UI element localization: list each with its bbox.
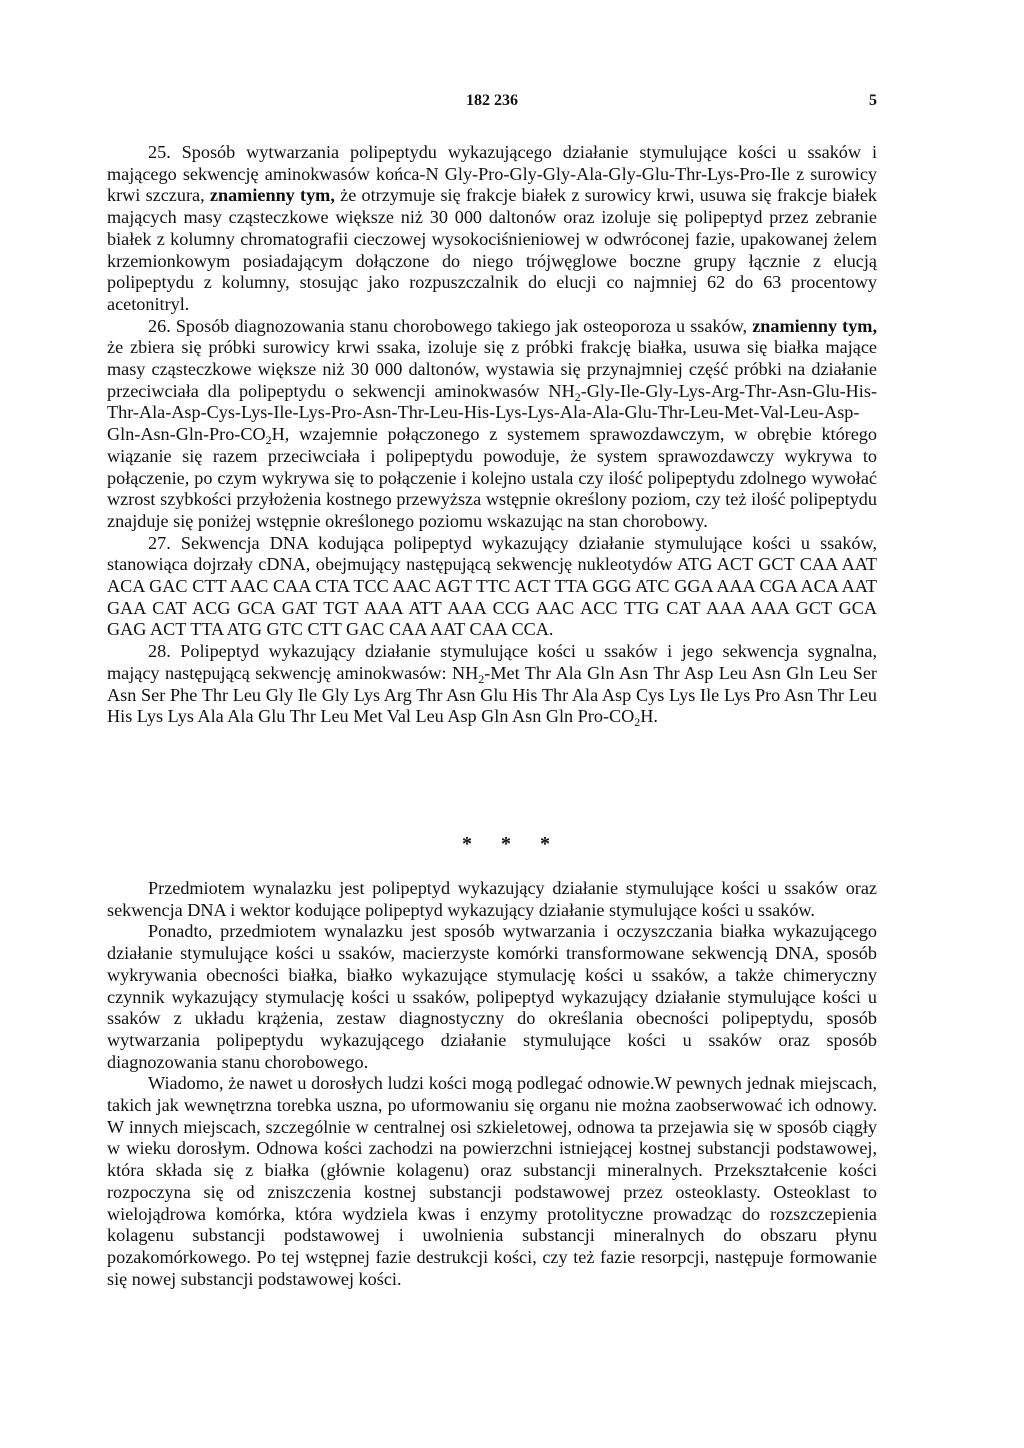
- claim-keyword: znamienny tym,: [209, 185, 335, 206]
- claims-section: [107, 142, 877, 728]
- claim-number: 26.: [148, 315, 171, 336]
- subscript: 2: [634, 715, 641, 730]
- claim-text: H.: [640, 706, 658, 727]
- claim-keyword: znamienny tym,: [752, 315, 877, 336]
- description-paragraph: Ponadto, przedmiotem wynalazku jest sposób wytwarzania i oczyszczania białka wykazującego działanie stymulujące kości u ssaków, macierzyste komórki transformowane sekwencją DNA, sposób wykrywania obecności białka, białko wykazujące stymulację kości u ssaków, a także chimeryczny czynnik wykazujący stymulację kości u ssaków, polipeptyd wykazujący działanie stymulujące kości u ssaków z układu krążenia, zestaw diagnostyczny do określania obecności polipeptydu, sposób wytwarzania polipeptydu wykazującego działanie stymulujące kości u ssaków oraz sposób diagnozowania stanu chorobowego.: [107, 921, 877, 1072]
- claim-text: -Met Thr Ala Gln Asn Thr Asp Leu Asn Gln Leu Ser Asn Ser Phe Thr Leu Gly Ile Gly Lys Arg Thr Asn Glu His Thr Ala Asp Cys Lys Ile Lys Pro Asn Thr Leu His Lys Lys Ala Ala Glu Thr Leu Met Val Leu Asp Gln Asn Gln Pro-CO: [107, 662, 877, 727]
- claim-28: [107, 641, 877, 728]
- claim-number: 25.: [148, 142, 171, 162]
- claim-text: Polipeptyd wykazujący działanie stymulujące kości u ssaków i jego sekwencja sygnalna, mający następującą sekwencję aminokwasów: NH: [107, 641, 878, 683]
- description-section: [107, 878, 877, 1290]
- subscript: 2: [478, 671, 485, 686]
- claim-number: 27.: [148, 532, 171, 553]
- claim-text: że zbiera się próbki surowicy krwi ssaka, izoluje się z próbki frakcję białka, usuwa się białka mające masy cząsteczkowe większe niż 30 000 daltonów, wystawia się przynajmniej część próbki na działanie przeciwciała dla polipeptydu o sekwencji aminokwasów NH: [107, 337, 877, 401]
- page-number: 5: [869, 92, 877, 109]
- claim-25: [107, 142, 877, 316]
- page-header: [107, 92, 877, 116]
- subscript: 2: [265, 433, 272, 448]
- claim-text: Sekwencja DNA kodująca polipeptyd wykazujący działanie stymulujące kości u ssaków, stanowiąca dojrzały cDNA, obejmujący następującą sekwencję nukleotydów ATG ACT GCT CAA AAT ACA GAC CTT AAC CAA CTA TCC AAC AGT TTC ACT TTA GGG ATC GGA AAA CGA ACA AAT GAA CAT ACG GCA GAT TGT AAA ATT AAA CCG AAC ACC TTG CAT AAA AAA GCT GCA GAG ACT TTA ATG GTC CTT GAC CAA AAT CAA CCA.: [107, 532, 878, 640]
- document-number: 182 236: [466, 92, 518, 109]
- claim-text: że otrzymuje się frakcje białek z surowicy krwi, usuwa się frakcje białek mających masy cząsteczkowe większe niż 30 000 daltonów oraz izoluje się polipeptyd przez zebranie białek z kolumny chromatografii cieczowej wysokociśnieniowej w odwróconej fazie, upakowanej żelem krzemionkowym posiadającym dołączone do niego trójwęglowe boczne grupy łącznie z elucją polipeptydu z kolumny, stosując jako rozpuszczalnik do elucji co najmniej 62 do 63 procentowy acetonitryl.: [107, 185, 877, 314]
- section-separator: * * *: [462, 833, 562, 855]
- subscript: 2: [574, 389, 581, 404]
- description-paragraph: Wiadomo, że nawet u dorosłych ludzi kości mogą podlegać odnowie.W pewnych jednak miejscach, takich jak wewnętrzna torebka uszna, po uformowaniu się organu nie można zaobserwować ich odnowy. W innych miejscach, szczególnie w centralnej osi szkieletowej, odnowa ta przejawia się w sposób ciągły w wieku dorosłym. Odnowa kości zachodzi na powierzchni istniejącej kostnej substancji podstawowej, która składa się z białka (głównie kolagenu) oraz substancji mineralnych. Przekształcenie kości rozpoczyna się od zniszczenia kostnej substancji podstawowej przez osteoklasty. Osteoklast to wielojądrowa komórka, która wydziela kwas i enzymy protolityczne prowadząc do rozszczepienia kolagenu substancji podstawowej i uwolnienia substancji mineralnych do obszaru płynu pozakomórkowego. Po tej wstępnej fazie destrukcji kości, czy też fazie resorpcji, następuje formowanie się nowej substancji podstawowej kości.: [107, 1073, 877, 1289]
- claim-27: [107, 533, 877, 642]
- claim-text: Sposób diagnozowania stanu chorobowego takiego jak osteoporoza u ssaków,: [175, 315, 753, 336]
- claim-text: Sposób wytwarzania polipeptydu wykazującego działanie stymulujące kości u ssaków i mającego sekwencję aminokwasów końca-N Gly-Pro-Gly-Gly-Ala-Gly-Glu-Thr-Lys-Pro-Ile z surowicy krwi szczura,: [107, 142, 878, 206]
- claim-26: [107, 316, 877, 533]
- claim-number: 28.: [148, 641, 171, 662]
- description-paragraph: Przedmiotem wynalazku jest polipeptyd wykazujący działanie stymulujące kości u ssaków oraz sekwencja DNA i wektor kodujące polipeptyd wykazujący działanie stymulujące kości u ssaków.: [107, 878, 877, 920]
- claim-text: H, wzajemnie połączonego z systemem sprawozdawczym, w obrębie którego wiązanie się razem przeciwciała i polipeptydu powoduje, że system sprawozdawczy wykrywa to połączenie, po czym wykrywa się to połączenie i kolejno ustala czy ilość polipeptydu zdolnego wywołać wzrost szybkości przyłożenia kostnego przewyższa wstępnie określony poziom, czy też ilość polipeptydu znajduje się poniżej wstępnie określonego poziomu wskazując na stan chorobowy.: [107, 424, 877, 531]
- claim-text: -Gly-Ile-Gly-Lys-Arg-Thr-Asn-Glu-His-Thr-Ala-Asp-Cys-Lys-Ile-Lys-Pro-Asn-Thr-Leu-His-Lys-Lys-Ala-Ala-Glu-Thr-Leu-Met-Val-Leu-Asp-Gln-Asn-Gln-Pro-CO: [107, 380, 877, 445]
